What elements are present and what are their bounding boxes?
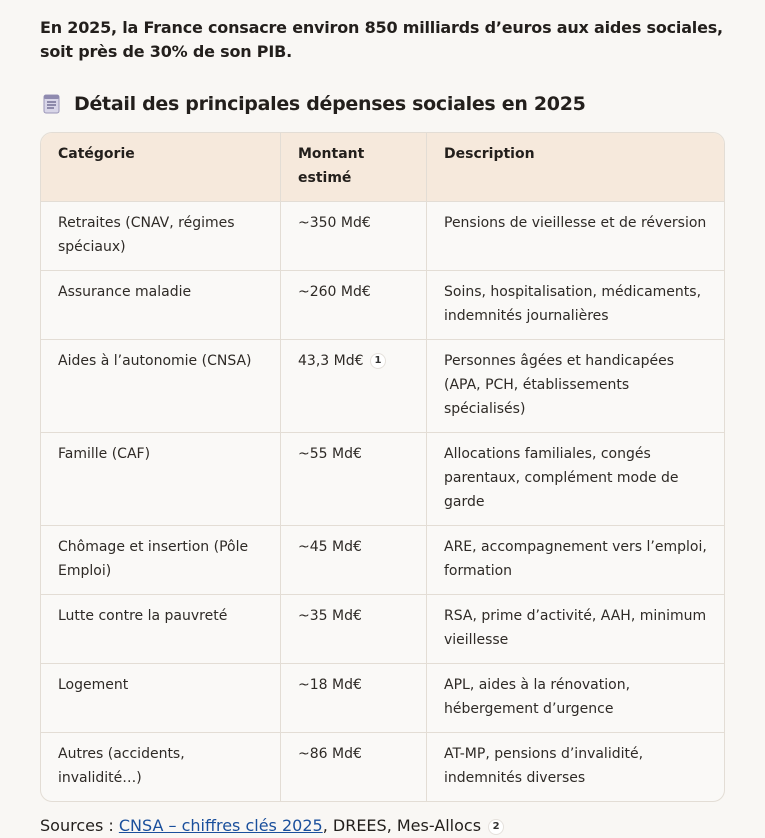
table-row: [41, 340, 724, 433]
memo-icon: [40, 92, 64, 116]
sources-rest: , DREES, Mes-Allocs: [322, 816, 482, 835]
cell-category: Aides à l’autonomie (CNSA): [41, 340, 281, 433]
cell-description: Allocations familiales, congés parentaux, complément mode de garde: [427, 433, 725, 526]
header-category: Catégorie: [41, 133, 281, 202]
cell-category: Logement: [41, 664, 281, 733]
cell-description: Personnes âgées et handicapées (APA, PCH, établissements spécialisés): [427, 340, 725, 433]
table-row: [41, 664, 724, 733]
table-row: [41, 271, 724, 340]
section-heading: [40, 92, 725, 116]
header-description: Description: [427, 133, 725, 202]
cell-description: APL, aides à la rénovation, hébergement d’urgence: [427, 664, 725, 733]
intro-text: En 2025, la France consacre environ 850 milliards d’euros aux aides sociales, soit près de 30% de son PIB.: [40, 18, 723, 61]
cell-category: Retraites (CNAV, régimes spéciaux): [41, 202, 281, 271]
cell-amount: ~35 Md€: [281, 595, 427, 664]
cell-category: Famille (CAF): [41, 433, 281, 526]
section-title: Détail des principales dépenses sociales en 2025: [74, 93, 586, 115]
cell-category: Lutte contre la pauvreté: [41, 595, 281, 664]
amount-text: 43,3 Md€: [298, 353, 364, 369]
header-amount: Montant estimé: [281, 133, 427, 202]
cnsa-source-link[interactable]: CNSA – chiffres clés 2025: [118, 816, 323, 835]
cell-amount: ~55 Md€: [281, 433, 427, 526]
cell-amount: ~18 Md€: [281, 664, 427, 733]
cell-description: ARE, accompagnement vers l’emploi, formation: [427, 526, 725, 595]
cell-amount: ~45 Md€: [281, 526, 427, 595]
sources-line: [40, 814, 725, 838]
cell-category: Assurance maladie: [41, 271, 281, 340]
cell-description: RSA, prime d’activité, AAH, minimum vieillesse: [427, 595, 725, 664]
sources-label: Sources :: [40, 816, 119, 835]
cell-amount: ~350 Md€: [281, 202, 427, 271]
cell-category: Chômage et insertion (Pôle Emploi): [41, 526, 281, 595]
cell-description: Pensions de vieillesse et de réversion: [427, 202, 725, 271]
cell-amount: ~260 Md€: [281, 271, 427, 340]
table-row: [41, 733, 724, 802]
cell-description: Soins, hospitalisation, médicaments, indemnités journalières: [427, 271, 725, 340]
cell-description: AT-MP, pensions d’invalidité, indemnités diverses: [444, 746, 644, 786]
spending-table: [40, 132, 725, 802]
table-row: [41, 202, 724, 271]
citation-badge[interactable]: 2: [488, 819, 504, 835]
citation-badge[interactable]: 1: [370, 353, 386, 369]
cell-amount: ~86 Md€: [281, 733, 427, 802]
table-row: [41, 595, 724, 664]
cell-category: Autres (accidents, invalidité…): [41, 733, 281, 802]
cell-amount: [281, 340, 427, 433]
table-header-row: [41, 133, 724, 202]
table-row: [41, 433, 724, 526]
table-row: [41, 526, 724, 595]
